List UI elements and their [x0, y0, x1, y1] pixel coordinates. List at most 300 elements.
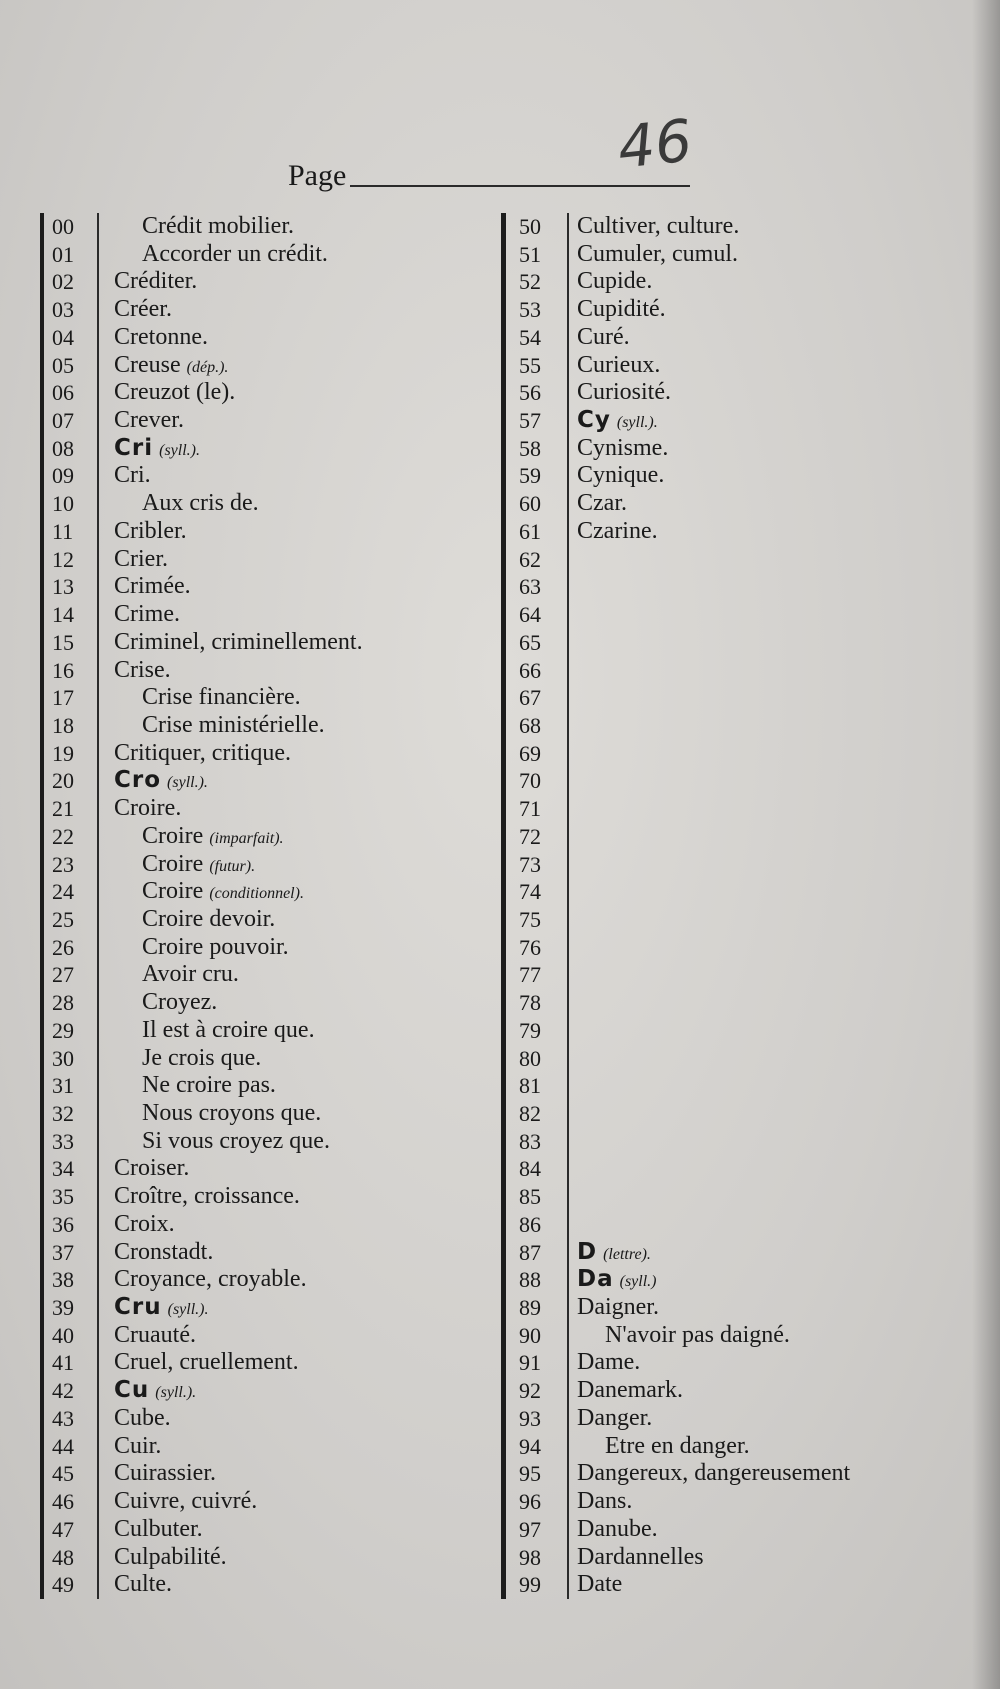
index-row — [507, 657, 977, 685]
entry-text — [114, 1266, 307, 1294]
index-row — [42, 407, 492, 435]
entry-text — [114, 1211, 175, 1239]
entry-number: 96 — [519, 1489, 541, 1515]
entry-word: Cri. — [114, 462, 151, 489]
syllable-heading: Cro — [114, 767, 162, 794]
index-row — [507, 961, 977, 989]
index-row — [42, 241, 492, 269]
entry-text — [577, 1294, 659, 1322]
entry-word: Culte. — [114, 1571, 172, 1598]
index-row — [507, 1405, 977, 1433]
entry-text — [577, 1349, 640, 1377]
entry-text — [577, 1405, 652, 1433]
syllable-heading: Cy — [577, 407, 611, 434]
entry-number: 73 — [519, 851, 541, 877]
entry-word: Danger. — [577, 1404, 653, 1431]
index-row — [507, 989, 977, 1017]
entry-word: Crimée. — [114, 573, 191, 600]
entry-number: 43 — [52, 1405, 74, 1431]
entry-number: 16 — [52, 657, 74, 683]
entry-word: Crever. — [114, 407, 184, 434]
entry-number: 94 — [519, 1433, 541, 1459]
index-row — [42, 1183, 492, 1211]
index-row — [42, 1239, 492, 1267]
entry-number: 72 — [519, 823, 541, 849]
entry-text — [114, 1488, 257, 1516]
entry-text — [577, 241, 738, 269]
index-row — [42, 1322, 492, 1350]
index-row — [507, 1377, 977, 1405]
index-row — [42, 629, 492, 657]
entry-text — [114, 1155, 189, 1183]
entry-text — [577, 490, 627, 518]
index-row — [507, 684, 977, 712]
entry-number: 54 — [519, 324, 541, 350]
left-entry-list — [42, 213, 492, 1599]
entry-word: Aux cris de. — [142, 490, 259, 517]
entry-annotation: (conditionnel). — [209, 885, 304, 903]
entry-text — [114, 1349, 299, 1377]
entry-number: 80 — [519, 1045, 541, 1071]
entry-text — [114, 1239, 213, 1267]
entry-word: N'avoir pas daigné. — [605, 1321, 790, 1348]
index-row — [42, 1266, 492, 1294]
entry-text — [114, 767, 208, 797]
entry-word: Croire devoir. — [142, 905, 276, 932]
entry-number: 91 — [519, 1350, 541, 1376]
entry-number: 97 — [519, 1516, 541, 1542]
entry-word: Cruauté. — [114, 1321, 196, 1348]
handwritten-page-number: 46 — [614, 106, 696, 182]
entry-word: Daigner. — [577, 1294, 659, 1321]
entry-annotation: (dép.). — [186, 358, 229, 376]
entry-word: Critiquer, critique. — [114, 739, 291, 766]
entry-number: 68 — [519, 712, 541, 738]
entry-number: 69 — [519, 740, 541, 766]
entry-annotation: (syll.). — [616, 414, 658, 432]
entry-word: Crise financière. — [142, 684, 301, 711]
entry-number: 87 — [519, 1239, 541, 1265]
entry-text — [142, 712, 325, 740]
entry-number: 28 — [52, 990, 74, 1016]
index-row — [42, 573, 492, 601]
entry-word: Crise ministérielle. — [142, 711, 325, 738]
entry-number: 67 — [519, 685, 541, 711]
entry-number: 64 — [519, 602, 541, 628]
index-row — [42, 823, 492, 851]
entry-number: 26 — [52, 934, 74, 960]
entry-number: 51 — [519, 241, 541, 267]
entry-text — [114, 435, 200, 465]
entry-word: Crise. — [114, 656, 171, 683]
index-row — [507, 435, 977, 463]
entry-text — [114, 1405, 171, 1433]
entry-text — [142, 878, 304, 908]
index-row — [507, 629, 977, 657]
entry-number: 02 — [52, 269, 74, 295]
entry-number: 65 — [519, 629, 541, 655]
index-row — [42, 1433, 492, 1461]
entry-word: Cultiver, culture. — [577, 213, 740, 239]
index-row — [42, 989, 492, 1017]
entry-number: 53 — [519, 297, 541, 323]
entry-text — [577, 324, 630, 352]
index-row — [507, 823, 977, 851]
index-row — [507, 1516, 977, 1544]
index-row — [507, 573, 977, 601]
index-row — [507, 518, 977, 546]
index-row — [507, 324, 977, 352]
index-row — [507, 1544, 977, 1572]
entry-word: Croyez. — [142, 989, 218, 1016]
entry-word: Cumuler, cumul. — [577, 240, 739, 267]
index-row — [42, 1017, 492, 1045]
entry-annotation: (syll.) — [619, 1273, 657, 1291]
entry-number: 13 — [52, 574, 74, 600]
entry-number: 75 — [519, 906, 541, 932]
entry-text — [142, 684, 301, 712]
index-row — [507, 1349, 977, 1377]
entry-number: 63 — [519, 574, 541, 600]
index-row — [507, 740, 977, 768]
entry-word: Crédit mobilier. — [142, 213, 294, 239]
index-row — [42, 324, 492, 352]
index-row — [507, 213, 977, 241]
entry-word: Cupide. — [577, 268, 653, 295]
entry-text — [142, 961, 239, 989]
entry-text — [114, 546, 168, 574]
index-row — [42, 961, 492, 989]
syllable-heading: Cru — [114, 1294, 162, 1321]
entry-text — [577, 213, 739, 241]
entry-text — [114, 379, 235, 407]
entry-number: 18 — [52, 712, 74, 738]
entry-number: 35 — [52, 1184, 74, 1210]
entry-word: Curé. — [577, 323, 630, 350]
index-row — [42, 934, 492, 962]
entry-text — [577, 296, 666, 324]
entry-word: Dardannelles — [577, 1543, 704, 1570]
entry-number: 36 — [52, 1211, 74, 1237]
index-row — [42, 1211, 492, 1239]
entry-text — [114, 1433, 161, 1461]
entry-text — [605, 1322, 790, 1350]
entry-word: Cruel, cruellement. — [114, 1349, 299, 1376]
index-row — [42, 1045, 492, 1073]
entry-number: 83 — [519, 1128, 541, 1154]
entry-word: Il est à croire que. — [142, 1016, 315, 1043]
index-row — [42, 546, 492, 574]
index-row — [42, 1100, 492, 1128]
entry-word: Cube. — [114, 1404, 171, 1431]
entry-number: 62 — [519, 546, 541, 572]
index-row — [42, 268, 492, 296]
entry-number: 24 — [52, 879, 74, 905]
entry-word: Si vous croyez que. — [142, 1127, 330, 1154]
entry-text — [577, 1266, 657, 1296]
entry-text — [114, 296, 172, 324]
entry-number: 20 — [52, 768, 74, 794]
entry-text — [114, 795, 181, 823]
entry-number: 45 — [52, 1461, 74, 1487]
page-header — [288, 106, 708, 198]
entry-word: Croire — [142, 878, 204, 905]
syllable-heading: D — [577, 1238, 598, 1265]
index-row — [507, 1266, 977, 1294]
entry-text — [142, 851, 255, 881]
index-row — [42, 657, 492, 685]
entry-number: 30 — [52, 1045, 74, 1071]
entry-word: Creuzot (le). — [114, 379, 236, 406]
index-row — [507, 352, 977, 380]
entry-text — [114, 1516, 203, 1544]
entry-number: 37 — [52, 1239, 74, 1265]
entry-number: 93 — [519, 1405, 541, 1431]
index-row — [507, 1183, 977, 1211]
entry-annotation: (syll.). — [155, 1384, 197, 1402]
left-column — [42, 213, 492, 1599]
index-row — [42, 213, 492, 241]
entry-text — [114, 407, 184, 435]
entry-word: Etre en danger. — [605, 1432, 750, 1459]
entry-text — [114, 352, 228, 382]
index-row — [507, 851, 977, 879]
index-row — [42, 740, 492, 768]
entry-word: Croiser. — [114, 1155, 190, 1182]
entry-word: Croître, croissance. — [114, 1183, 300, 1210]
entry-word: Je crois que. — [142, 1044, 262, 1071]
index-row — [42, 601, 492, 629]
entry-text — [114, 268, 197, 296]
index-row — [507, 878, 977, 906]
entry-number: 98 — [519, 1544, 541, 1570]
index-row — [507, 1128, 977, 1156]
entry-text — [114, 601, 180, 629]
index-row — [42, 1155, 492, 1183]
entry-text — [142, 989, 217, 1017]
entry-number: 44 — [52, 1433, 74, 1459]
entry-number: 82 — [519, 1101, 541, 1126]
index-row — [507, 1460, 977, 1488]
entry-number: 29 — [52, 1017, 74, 1043]
entry-number: 22 — [52, 823, 74, 849]
entry-number: 15 — [52, 629, 74, 655]
index-row — [42, 1544, 492, 1572]
entry-number: 32 — [52, 1101, 74, 1126]
entry-text — [114, 1571, 172, 1599]
entry-text — [142, 1017, 315, 1045]
entry-text — [142, 1045, 261, 1073]
index-row — [42, 795, 492, 823]
entry-text — [142, 1072, 276, 1100]
entry-number: 89 — [519, 1295, 541, 1321]
entry-word: Cretonne. — [114, 323, 208, 350]
entry-number: 70 — [519, 768, 541, 794]
entry-text — [577, 435, 668, 463]
index-row — [42, 1571, 492, 1599]
entry-number: 11 — [52, 518, 74, 544]
entry-number: 42 — [52, 1378, 74, 1404]
entry-number: 56 — [519, 380, 541, 406]
index-row — [42, 435, 492, 463]
entry-number: 48 — [52, 1544, 74, 1570]
entry-number: 66 — [519, 657, 541, 683]
entry-number: 60 — [519, 491, 541, 517]
index-row — [507, 1155, 977, 1183]
index-row — [42, 1072, 492, 1100]
entry-text — [142, 934, 289, 962]
index-row — [42, 1377, 492, 1405]
index-row — [507, 906, 977, 934]
entry-word: Creuse — [114, 351, 181, 378]
entry-text — [577, 1516, 658, 1544]
entry-number: 21 — [52, 796, 74, 822]
entry-number: 12 — [52, 546, 74, 572]
entry-number: 50 — [519, 214, 541, 239]
entry-word: Croire. — [114, 795, 182, 822]
syllable-heading: Cu — [114, 1377, 150, 1404]
entry-word: Cuivre, cuivré. — [114, 1488, 258, 1515]
entry-text — [142, 906, 275, 934]
entry-number: 40 — [52, 1322, 74, 1348]
entry-number: 78 — [519, 990, 541, 1016]
entry-number: 46 — [52, 1489, 74, 1515]
index-row — [507, 767, 977, 795]
entry-word: Culpabilité. — [114, 1543, 227, 1570]
entry-number: 59 — [519, 463, 541, 489]
entry-text — [577, 1460, 850, 1488]
entry-word: Cuir. — [114, 1432, 162, 1459]
index-row — [507, 795, 977, 823]
entry-number: 52 — [519, 269, 541, 295]
right-column-outer-rule — [501, 213, 506, 1599]
entry-text — [114, 1183, 300, 1211]
entry-word: Czarine. — [577, 517, 658, 544]
index-row — [507, 462, 977, 490]
entry-number: 00 — [52, 214, 74, 239]
entry-word: Cynique. — [577, 462, 665, 489]
index-row — [507, 1571, 977, 1599]
entry-number: 41 — [52, 1350, 74, 1376]
syllable-heading: Cri — [114, 434, 154, 461]
index-row — [42, 906, 492, 934]
entry-text — [114, 740, 291, 768]
index-row — [42, 296, 492, 324]
entry-word: Croire pouvoir. — [142, 933, 289, 960]
entry-text — [114, 1377, 196, 1407]
entry-text — [577, 1239, 651, 1269]
index-row — [507, 1488, 977, 1516]
index-row — [507, 379, 977, 407]
entry-word: Dame. — [577, 1349, 641, 1376]
index-row — [42, 379, 492, 407]
entry-text — [577, 407, 658, 437]
entry-text — [142, 490, 259, 518]
entry-number: 23 — [52, 851, 74, 877]
entry-word: Czar. — [577, 490, 627, 517]
entry-word: Curiosité. — [577, 379, 671, 406]
index-row — [507, 1433, 977, 1461]
entry-number: 99 — [519, 1572, 541, 1598]
entry-word: Cronstadt. — [114, 1238, 214, 1265]
entry-text — [114, 1294, 208, 1324]
entry-text — [142, 241, 328, 269]
entry-number: 61 — [519, 518, 541, 544]
entry-word: Créditer. — [114, 268, 198, 295]
entry-text — [114, 324, 208, 352]
entry-number: 92 — [519, 1378, 541, 1404]
index-row — [507, 712, 977, 740]
entry-number: 19 — [52, 740, 74, 766]
index-row — [42, 490, 492, 518]
entry-number: 71 — [519, 796, 541, 822]
index-row — [42, 462, 492, 490]
entry-annotation: (syll.). — [159, 441, 200, 459]
entry-number: 76 — [519, 934, 541, 960]
entry-number: 39 — [52, 1295, 74, 1321]
entry-word: Cuirassier. — [114, 1460, 216, 1487]
entry-annotation: (lettre). — [603, 1245, 651, 1263]
entry-word: Nous croyons que. — [142, 1100, 322, 1126]
entry-text — [142, 1128, 330, 1156]
page-label: Page — [288, 159, 347, 192]
entry-text — [577, 352, 660, 380]
entry-word: Croyance, croyable. — [114, 1266, 307, 1293]
entry-number: 08 — [52, 435, 74, 461]
entry-word: Cribler. — [114, 517, 187, 544]
index-row — [42, 851, 492, 879]
entry-number: 17 — [52, 685, 74, 711]
entry-number: 88 — [519, 1267, 541, 1293]
entry-number: 74 — [519, 879, 541, 905]
index-row — [42, 1349, 492, 1377]
index-row — [42, 1460, 492, 1488]
entry-text — [577, 1544, 704, 1572]
entry-word: Ne croire pas. — [142, 1072, 276, 1099]
index-row — [42, 1294, 492, 1322]
entry-number: 34 — [52, 1156, 74, 1182]
entry-text — [114, 462, 151, 490]
index-row — [507, 1017, 977, 1045]
entry-number: 55 — [519, 352, 541, 378]
index-row — [507, 241, 977, 269]
entry-text — [114, 1544, 227, 1572]
entry-word: Crime. — [114, 601, 180, 628]
index-row — [507, 490, 977, 518]
entry-annotation: (syll.). — [167, 774, 208, 792]
entry-number: 27 — [52, 962, 74, 988]
entry-number: 79 — [519, 1017, 541, 1043]
entry-text — [142, 213, 294, 241]
entry-word: Criminel, criminellement. — [114, 628, 363, 655]
entry-number: 58 — [519, 435, 541, 461]
entry-number: 01 — [52, 241, 74, 267]
index-row — [42, 352, 492, 380]
entry-number: 84 — [519, 1156, 541, 1182]
entry-text — [577, 462, 664, 490]
entry-number: 85 — [519, 1184, 541, 1210]
entry-number: 90 — [519, 1322, 541, 1348]
entry-number: 25 — [52, 906, 74, 932]
entry-word: Danube. — [577, 1515, 658, 1542]
entry-number: 47 — [52, 1516, 74, 1542]
entry-word: Date — [577, 1571, 623, 1598]
entry-word: Curieux. — [577, 351, 661, 378]
index-row — [42, 712, 492, 740]
entry-text — [577, 1488, 632, 1516]
index-row — [42, 1488, 492, 1516]
index-row — [42, 1516, 492, 1544]
